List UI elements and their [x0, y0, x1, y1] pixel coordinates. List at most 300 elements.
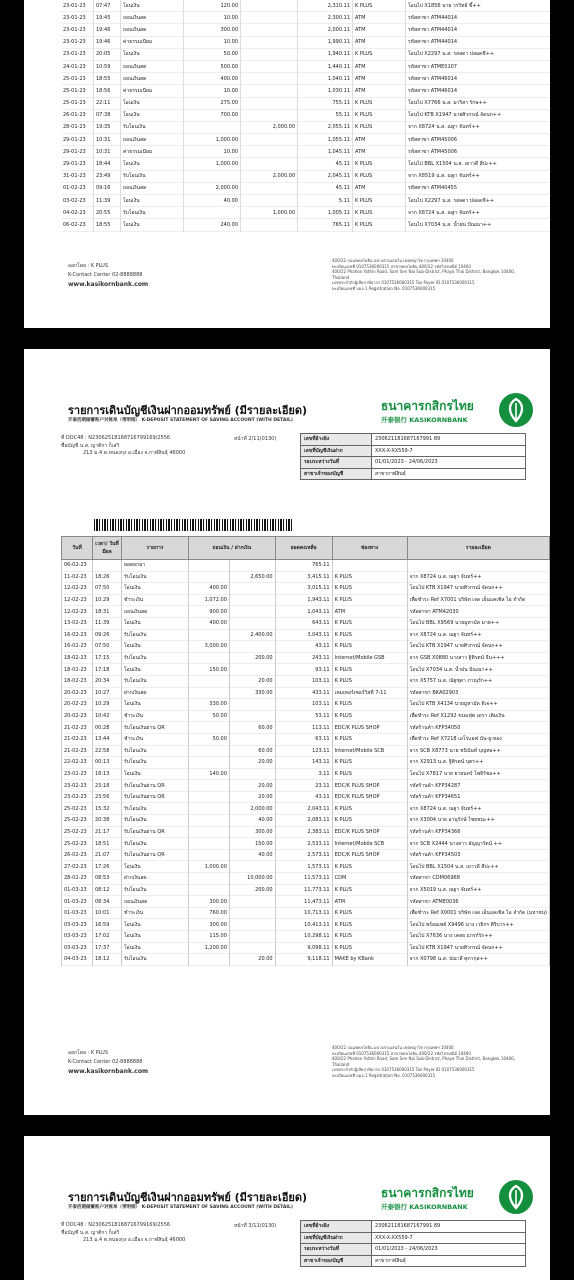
table-cell: 275.00	[184, 97, 241, 109]
reference-number: ที่ DDC48 : N23062518168716799169/2556	[61, 435, 171, 441]
table-row	[61, 109, 550, 121]
col-date: วันที่	[62, 537, 93, 560]
table-cell: ถอนเงินสด	[121, 24, 184, 36]
table-row	[62, 768, 550, 780]
table-cell: ATM	[353, 146, 406, 158]
table-cell: 50.00	[189, 733, 230, 745]
table-cell: ATM	[353, 134, 406, 146]
table-row	[62, 560, 550, 572]
table-row	[62, 629, 550, 641]
table-cell: 04-02-23	[61, 207, 94, 219]
table-cell: รหัสร้านค้า KFP34287	[407, 780, 549, 792]
info-label: เลขที่อ้างอิง	[301, 434, 372, 446]
table-cell: เพื่อชำระ Ref X0001 บริษัท เจด เอ็นแคเซิล ไอ จำกัด (มหาชน)	[407, 907, 549, 919]
table-cell: 03-03-23	[62, 942, 93, 954]
table-cell	[241, 36, 298, 48]
table-cell: 20-02-23	[62, 687, 93, 699]
table-cell: 1,943.11	[275, 594, 332, 606]
info-value: 230621181687167991 89	[372, 434, 526, 446]
table-cell: 25-02-23	[62, 803, 93, 815]
info-label: สาขาเจ้าของบัญชี	[301, 468, 372, 480]
table-row	[62, 873, 550, 885]
table-cell: 2,000.11	[298, 24, 353, 36]
table-cell: 07:47	[94, 0, 121, 12]
info-value: 01/01/2023 - 24/06/2023	[372, 457, 526, 469]
table-cell: 20.00	[229, 757, 275, 769]
table-cell: 08:12	[93, 884, 122, 896]
document-subtitle: 开泰活期储蓄账户对账单（带明细） K-DEPOSIT STATEMENT OF SAVING ACCOUNT (WITH DETAIL)	[68, 418, 293, 423]
logo-thai-text: ธนาคารกสิกรไทย	[381, 1186, 474, 1200]
table-cell: 19:35	[94, 121, 121, 133]
table-cell: 24-01-23	[61, 60, 94, 72]
statement-page-1	[24, 0, 550, 328]
table-cell: K PLUS	[353, 170, 406, 182]
table-cell: เคมเทอร์เซอร์วิสที่ 7-11	[332, 687, 407, 699]
table-cell: จาก SCB X2444 นางสาว ลัญญารัตน์ ++	[407, 838, 549, 850]
table-cell: 10:29	[93, 594, 122, 606]
info-label: รอบระหว่างวันที่	[301, 1244, 372, 1256]
table-cell: 10.00	[184, 146, 241, 158]
table-cell: K PLUS	[353, 0, 406, 12]
table-cell: 01-02-23	[61, 182, 94, 194]
table-cell: 23.11	[275, 780, 332, 792]
table-cell: ชำระเงิน	[122, 594, 189, 606]
table-cell: ATM	[353, 73, 406, 85]
table-cell: 01-03-23	[62, 896, 93, 908]
table-cell: 243.11	[275, 652, 332, 664]
table-cell: 2,000.00	[184, 182, 241, 194]
table-cell: รหัสสาขา ATM40455	[406, 182, 551, 194]
table-cell: รหัสสาขา ATM45006	[406, 146, 551, 158]
table-cell: 400.00	[189, 617, 230, 629]
table-row	[62, 919, 550, 931]
table-cell: รับโอนเงิน	[121, 170, 184, 182]
table-cell: 755.11	[298, 97, 353, 109]
account-info-box	[300, 1220, 526, 1267]
table-cell: ATM	[353, 60, 406, 72]
table-cell: 1,990.11	[298, 36, 353, 48]
table-cell	[229, 594, 275, 606]
table-cell: รหัสสาขา ATM45006	[406, 134, 551, 146]
table-cell: 2,045.11	[298, 170, 353, 182]
table-row	[61, 48, 550, 60]
table-cell: จาก X8519 น.ส. ณฐา จันทร์++	[406, 170, 551, 182]
table-cell: 09:26	[93, 629, 122, 641]
table-cell: 12-02-23	[62, 606, 93, 618]
table-cell: 11,573.11	[275, 873, 332, 885]
table-cell: 300.00	[189, 919, 230, 931]
table-cell: 60.00	[229, 722, 275, 734]
table-cell: 23-01-23	[61, 36, 94, 48]
table-cell	[189, 838, 230, 850]
issued-by: ออกโดย : K PLUS	[68, 1050, 109, 1056]
table-cell: 433.11	[275, 687, 332, 699]
table-cell: 20-02-23	[62, 710, 93, 722]
table-cell	[189, 873, 230, 885]
table-cell: รหัสสาขา ATME0036	[407, 896, 549, 908]
table-cell: K PLUS	[332, 629, 407, 641]
table-cell: 10:29	[93, 699, 122, 711]
table-cell: 20.00	[229, 780, 275, 792]
transactions-table	[61, 536, 550, 966]
table-cell: 643.11	[275, 617, 332, 629]
table-cell: รับโอนเงิน	[122, 838, 189, 850]
table-cell: 23:56	[93, 791, 122, 803]
table-cell: 28-02-23	[62, 873, 93, 885]
table-cell: โอนเงิน	[122, 931, 189, 943]
table-cell: รหัสสาขา ATM42030	[407, 606, 549, 618]
table-cell: K PLUS	[332, 931, 407, 943]
table-cell	[241, 146, 298, 158]
table-cell: 00:28	[93, 722, 122, 734]
table-cell: 300.00	[184, 24, 241, 36]
table-cell: 27-02-23	[62, 861, 93, 873]
table-cell: 2,055.11	[298, 121, 353, 133]
table-cell: โอนเงิน	[121, 97, 184, 109]
table-cell	[241, 195, 298, 207]
table-cell	[241, 24, 298, 36]
info-value: สาขากาฬสินธุ์	[372, 1255, 526, 1267]
table-cell	[189, 849, 230, 861]
col-balance: ยอดคงเหลือ	[275, 537, 332, 560]
table-cell: รหัสร้านค้า KFP34651	[407, 791, 549, 803]
col-time: เวลา/ วันที่มีผล	[93, 537, 122, 560]
table-cell: 18:44	[94, 158, 121, 170]
table-cell: 01-03-23	[62, 907, 93, 919]
table-cell: 10:59	[94, 60, 121, 72]
table-cell: โอนเงิน	[122, 919, 189, 931]
page-number: หน้าที่ 3/11(0130)	[234, 1223, 277, 1229]
table-cell: 2,083.11	[275, 815, 332, 827]
table-row	[62, 803, 550, 815]
table-cell: โอนไป X1856 นาย วรวิทย์ ขี้++	[406, 0, 551, 12]
table-cell: 1,045.11	[298, 146, 353, 158]
table-row	[62, 606, 550, 618]
table-cell: ชำระเงิน	[122, 907, 189, 919]
table-cell: EDC/K PLUS SHOP	[332, 722, 407, 734]
table-cell: 29-01-23	[61, 134, 94, 146]
table-cell	[241, 97, 298, 109]
table-cell: 2,300.11	[298, 12, 353, 24]
table-cell: K PLUS	[332, 583, 407, 595]
table-cell: K PLUS	[332, 699, 407, 711]
table-row	[61, 60, 550, 72]
table-cell: ถอนเงินสด	[122, 606, 189, 618]
table-cell: 23:18	[93, 780, 122, 792]
table-cell: 200.00	[229, 652, 275, 664]
table-cell: 10,413.11	[275, 919, 332, 931]
info-label: เลขที่บัญชีเงินฝาก	[301, 445, 372, 457]
table-cell: 28-01-23	[61, 121, 94, 133]
table-cell: 11:39	[94, 195, 121, 207]
table-cell: ฝากเงินสด	[122, 687, 189, 699]
table-cell: MAKE by KBank	[332, 954, 407, 966]
table-cell: 1,200.00	[189, 942, 230, 954]
table-cell	[241, 219, 298, 231]
table-row	[62, 861, 550, 873]
table-cell: 23:49	[94, 170, 121, 182]
table-row	[62, 652, 550, 664]
table-cell: K PLUS	[332, 815, 407, 827]
document-title: รายการเดินบัญชีเงินฝากออมทรัพย์ (มีรายละเอียด)	[68, 404, 308, 417]
table-cell: โอนไป BBL X1504 น.ส. เยาวดี สีปะ++	[407, 861, 549, 873]
table-row	[62, 675, 550, 687]
table-cell: 40.00	[229, 815, 275, 827]
table-cell: K PLUS	[332, 768, 407, 780]
table-cell: 18:26	[93, 571, 122, 583]
table-cell: K PLUS	[353, 97, 406, 109]
table-cell: ถอนเงินสด	[121, 12, 184, 24]
table-cell: โอนไป KTB X1947 นายศิวกรณ์ จัดนก++	[407, 942, 549, 954]
table-cell	[241, 12, 298, 24]
table-cell: 19:45	[94, 12, 121, 24]
table-cell: 06-02-23	[61, 219, 94, 231]
table-cell: รับโอนเงินผ่าน QR	[122, 780, 189, 792]
table-cell: 25-01-23	[61, 97, 94, 109]
table-cell: 1,940.11	[298, 48, 353, 60]
table-cell: รับโอนเงิน	[122, 745, 189, 757]
table-cell: 18:55	[94, 219, 121, 231]
table-cell: 1,000.00	[189, 861, 230, 873]
info-value: สาขากาฬสินธุ์	[372, 468, 526, 480]
table-cell: เพื่อชำระ Ref X1292 ขนมฟุต เดรา เติมเงิน	[407, 710, 549, 722]
table-cell: รหัสร้านค้า KFP34503	[407, 849, 549, 861]
table-cell: 18-02-23	[62, 652, 93, 664]
table-cell: 20.00	[229, 675, 275, 687]
table-cell: EDC/K PLUS SHOP	[332, 791, 407, 803]
table-cell: รหัสร้านค้า KFP34366	[407, 826, 549, 838]
table-cell: K PLUS	[332, 757, 407, 769]
table-cell: Internet/Mobile SCB	[332, 745, 407, 757]
table-cell: จาก X8724 น.ส. ณฐา จันทร์++	[406, 207, 551, 219]
table-row	[62, 907, 550, 919]
table-cell: 07:50	[93, 641, 122, 653]
table-cell: 10:01	[93, 907, 122, 919]
page2-footer-address	[332, 1045, 532, 1078]
table-cell: 765.11	[298, 219, 353, 231]
table-cell: จาก GSB X0880 นางสาว ฐิติรตน์ จีน+++	[407, 652, 549, 664]
table-cell: 10.00	[184, 85, 241, 97]
table-cell: รหัสสาขา ATM44014	[406, 12, 551, 24]
table-cell: โอนเงิน	[122, 699, 189, 711]
table-cell	[189, 652, 230, 664]
table-cell: โอนเงิน	[122, 942, 189, 954]
table-cell	[229, 907, 275, 919]
table-row	[62, 849, 550, 861]
table-cell: 21-02-23	[62, 733, 93, 745]
table-cell: 23-02-23	[62, 791, 93, 803]
table-cell: K PLUS	[353, 48, 406, 60]
table-cell	[332, 560, 407, 572]
table-cell	[241, 60, 298, 72]
table-cell: 18:31	[93, 606, 122, 618]
table-cell: K PLUS	[332, 733, 407, 745]
table-row	[61, 36, 550, 48]
table-cell: รหัสสาขา ATM46014	[406, 85, 551, 97]
table-cell: 150.00	[189, 664, 230, 676]
table-cell: รหัสสาขา CDM06968	[407, 873, 549, 885]
table-cell: 03-02-23	[61, 195, 94, 207]
table-cell: 08:34	[93, 896, 122, 908]
info-value: 230621181687167991 89	[372, 1221, 526, 1233]
table-cell: ATM	[353, 36, 406, 48]
table-cell: ATM	[353, 12, 406, 24]
table-cell: จาก X0798 น.ส. ปณาลี ศุภากุล++	[407, 954, 549, 966]
table-cell	[229, 606, 275, 618]
table-cell: จาก SCB X8773 นาย ชนินันท์ บุญทอ++	[407, 745, 549, 757]
table-cell: โอนเงิน	[122, 583, 189, 595]
table-cell: 18:51	[93, 838, 122, 850]
table-cell: 10:31	[94, 134, 121, 146]
table-cell: 50.00	[184, 48, 241, 60]
table-cell	[229, 641, 275, 653]
address-line: 400/22 ถนนพหลโยธิน แขวงสามเสนใน เขตพญาไท กรุงเทพฯ 10400	[332, 258, 454, 263]
table-cell: 00:13	[93, 757, 122, 769]
table-cell: 17:02	[93, 931, 122, 943]
table-cell: 120.00	[184, 0, 241, 12]
table-cell: จาก X5019 น.ส. ณฐา จันทร์++	[407, 884, 549, 896]
table-row	[62, 931, 550, 943]
table-cell: จาก X5757 น.ส. ณัฐชุดา ภาณุรัก++	[407, 675, 549, 687]
table-cell: รหัสสาขา ATM44014	[406, 36, 551, 48]
table-cell	[189, 629, 230, 641]
table-cell: รับโอนเงิน	[122, 629, 189, 641]
table-cell: 50.00	[189, 710, 230, 722]
table-cell: 23-02-23	[62, 780, 93, 792]
table-cell	[229, 896, 275, 908]
table-cell: จาก X2913 น.ส. ฐิติรตน์ บุตร++	[407, 757, 549, 769]
table-cell: 1,040.11	[298, 73, 353, 85]
table-cell	[229, 617, 275, 629]
table-cell: 2,000.00	[241, 121, 298, 133]
table-row	[61, 12, 550, 24]
table-cell: ถอนเงินสด	[121, 182, 184, 194]
table-cell: รับโอนเงินผ่าน QR	[122, 791, 189, 803]
table-cell: ถอนเงินสด	[121, 60, 184, 72]
document-title: รายการเดินบัญชีเงินฝากออมทรัพย์ (มีรายละเอียด)	[68, 1191, 308, 1204]
table-cell: 1,000.00	[184, 158, 241, 170]
table-cell: 20:38	[93, 815, 122, 827]
table-cell: 17:18	[93, 664, 122, 676]
table-cell: 20:05	[94, 48, 121, 60]
table-cell: โอนเงิน	[122, 641, 189, 653]
table-cell: 26-01-23	[61, 109, 94, 121]
table-cell: 07:50	[93, 583, 122, 595]
statement-page-3	[24, 1136, 550, 1280]
table-row	[61, 170, 550, 182]
table-cell: 2,400.00	[229, 629, 275, 641]
page-number: หน้าที่ 2/11(0130)	[234, 436, 277, 442]
table-cell: 10,713.11	[275, 907, 332, 919]
table-cell: 20-02-23	[62, 699, 93, 711]
table-cell: 45.11	[298, 158, 353, 170]
account-name: ชื่อบัญชี น.ส. ญาติกา ก็เสวิ	[61, 1229, 120, 1236]
logo-thai-text: ธนาคารกสิกรไทย	[381, 399, 474, 413]
table-row	[62, 791, 550, 803]
table-cell	[189, 757, 230, 769]
table-cell: 23-01-23	[61, 0, 94, 12]
table-cell: 1,055.11	[298, 134, 353, 146]
table-cell	[189, 722, 230, 734]
table-cell: 19:46	[94, 36, 121, 48]
table-cell: 2,000.00	[241, 170, 298, 182]
table-cell: ยอดยกมา	[122, 560, 189, 572]
account-address: 213 ม.4 ต.หนองกุง อ.เมือง จ.กาฬสินธุ์ 46000	[83, 450, 186, 456]
table-cell: 21-02-23	[62, 745, 93, 757]
table-row	[62, 884, 550, 896]
table-cell: 700.00	[184, 109, 241, 121]
table-cell: โอนไป BBL X1504 น.ส. เยาวดี สีปะ++	[406, 158, 551, 170]
table-cell	[184, 170, 241, 182]
table-cell: โอนเงิน	[122, 664, 189, 676]
table-cell: 9,118.11	[275, 954, 332, 966]
table-cell: K PLUS	[332, 571, 407, 583]
table-cell: โอนไป BBL X9569 นายมูหามัด มาฮ++	[407, 617, 549, 629]
table-cell: โอนไป X7817 นาย ยายนทร์ โพธิรัชอ++	[407, 768, 549, 780]
table-row	[62, 722, 550, 734]
table-cell: รับโอนเงิน	[122, 757, 189, 769]
table-cell	[184, 121, 241, 133]
table-cell: รับโอนเงิน	[122, 815, 189, 827]
table-cell	[229, 733, 275, 745]
table-cell: 765.11	[275, 560, 332, 572]
table-cell: 1,000.00	[184, 134, 241, 146]
table-cell: 25-01-23	[61, 73, 94, 85]
table-cell: โอนไป KTB X1947 นายศิวกรณ์ จัดนก++	[406, 109, 551, 121]
table-cell: 23-01-23	[61, 24, 94, 36]
table-cell: 63.11	[275, 733, 332, 745]
table-row	[61, 158, 550, 170]
table-cell	[229, 583, 275, 595]
table-cell: 3,015.11	[275, 583, 332, 595]
table-cell: 07:38	[94, 109, 121, 121]
col-details: รายละเอียด	[407, 537, 549, 560]
table-cell: 200.00	[229, 884, 275, 896]
table-cell	[229, 861, 275, 873]
table-cell: 3.11	[275, 768, 332, 780]
table-cell: 1,440.11	[298, 60, 353, 72]
table-row	[62, 571, 550, 583]
account-info-box	[300, 433, 526, 480]
table-cell: ค่าธรรมเนียม	[121, 85, 184, 97]
table-cell: 2,573.11	[275, 849, 332, 861]
table-cell: 17:15	[93, 652, 122, 664]
table-cell: ค่าธรรมเนียม	[121, 36, 184, 48]
table-cell: จาก X8724 น.ส. ณฐา จันทร์++	[407, 629, 549, 641]
table-cell: 2,533.11	[275, 838, 332, 850]
table-cell: 3,000.00	[189, 641, 230, 653]
table-cell: 123.11	[275, 745, 332, 757]
table-cell: 113.11	[275, 722, 332, 734]
table-cell: 22:58	[93, 745, 122, 757]
table-cell	[189, 745, 230, 757]
table-cell: รับโอนเงิน	[121, 207, 184, 219]
table-cell: ATM	[332, 606, 407, 618]
table-cell: 330.00	[189, 699, 230, 711]
table-cell: โอนไป KTB X4134 นายมูหามัด ดิเจ++	[407, 699, 549, 711]
table-cell: โอนไป X7636 นาง เคลย แกรก์รัก++	[407, 931, 549, 943]
table-cell	[229, 942, 275, 954]
table-cell: 23-01-23	[61, 48, 94, 60]
address-line: 400/22 Phahon Yothin Road, Sam Sen Nai Sub-District, Phaya Thai District, Bangkok 10400, Thailand	[332, 1056, 515, 1067]
account-holder-info	[61, 435, 185, 458]
contact-center: K-Contact Center 02-8888888	[68, 272, 143, 278]
table-cell: K PLUS	[332, 907, 407, 919]
table-cell: 400.00	[184, 73, 241, 85]
page2-footer-left	[68, 1049, 148, 1076]
table-cell: 115.00	[189, 931, 230, 943]
table-cell: K PLUS	[353, 121, 406, 133]
